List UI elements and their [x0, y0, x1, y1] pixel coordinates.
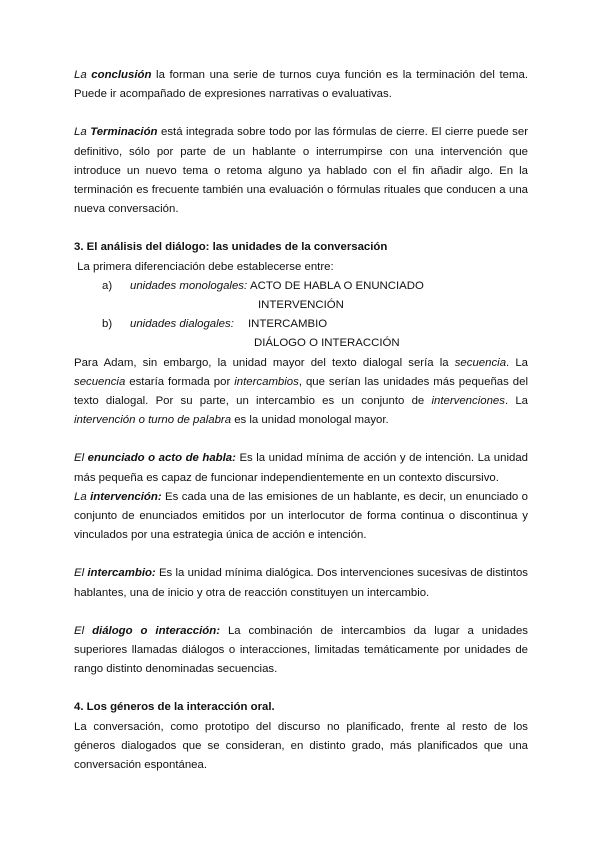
unit-row-b: [74, 315, 528, 334]
term-intervencion: intervención:: [90, 490, 162, 503]
article: La: [74, 126, 87, 139]
term-conclusion: conclusión: [91, 69, 152, 81]
term-enunciado: enunciado o acto de habla:: [87, 452, 236, 465]
definition-enunciado: El enunciado o acto de habla: Es la unidad mínima de acción y de intención. La unidad más pequeña es capaz de funcionar independientemente en un contexto discursivo.: [74, 452, 528, 484]
section-3-intro: La primera diferenciación debe establecerse entre:: [77, 260, 334, 273]
term-terminacion: Terminación: [90, 126, 158, 139]
paragraph-text: está integrada sobre todo por las fórmulas de cierre. El cierre puede ser definitivo, sólo por parte de un hablante o interrumpirse con una intervención que introduce un nuevo tema o retoma alguno ya hablado con el fin añadir algo. En la terminación es frecuente también una evaluación o fórmulas rituales que conducen a una nueva conversación.: [74, 126, 528, 216]
unit-row-a: [74, 277, 528, 296]
paragraph-adam: Para Adam, sin embargo, la unidad mayor del texto dialogal sería la secuencia. La secuencia estaría formada por intercambios, que serían las unidades más pequeñas del texto dialogal. Por su parte, un intercambio es un conjunto de intervenciones. La intervención o turno de palabra es la unidad monologal mayor.: [74, 356, 529, 427]
section-4-heading: 4. Los géneros de la interacción oral.: [74, 701, 275, 714]
unit-label: a): [102, 279, 113, 292]
unit-category: unidades monologales:: [130, 279, 248, 292]
article: La: [74, 69, 87, 81]
unit-row-b-2: [74, 334, 528, 353]
unit-label: b): [102, 318, 113, 331]
section-4-text: La conversación, como prototipo del discurso no planificado, frente al resto de los géneros dialogados que se consideran, en distinto grado, más planificados que una conversación espontánea.: [74, 720, 528, 772]
paragraph-conclusion: [74, 66, 528, 104]
paragraph-text: la forman una serie de turnos cuya función es la terminación del tema. Puede ir acompañado de expresiones narrativas o evaluativas.: [74, 69, 529, 101]
unit-row-a-2: [74, 296, 528, 315]
definition-intercambio: El intercambio: Es la unidad mínima dialógica. Dos intervenciones sucesivas de distintos hablantes, una de inicio y otra de reacción constituyen un intercambio.: [74, 567, 528, 599]
unit-item: INTERVENCIÓN: [258, 299, 344, 312]
unit-item: ACTO DE HABLA O ENUNCIADO: [250, 279, 424, 292]
document-page: [74, 66, 528, 775]
unit-category: unidades dialogales:: [130, 318, 234, 331]
section-3-heading: 3. El análisis del diálogo: las unidades de la conversación: [74, 241, 388, 254]
term-dialogo: diálogo o interacción:: [92, 624, 220, 637]
definition-dialogo: El diálogo o interacción: La combinación de intercambios da lugar a unidades superiores llamadas diálogos o interacciones, limitadas temáticamente por unidades de rango distinto denominadas secuencias.: [74, 624, 528, 676]
term-intercambio: intercambio:: [87, 567, 156, 580]
unit-item: DIÁLOGO O INTERACCIÓN: [254, 337, 400, 350]
definition-intervencion: La intervención: Es cada una de las emisiones de un hablante, es decir, un enunciado o conjunto de enunciados emitidos por un interlocutor de forma continua o discontinua y vinculados por una estrategia única de acción e intención.: [74, 490, 528, 542]
unit-item: INTERCAMBIO: [248, 318, 328, 331]
paragraph-terminacion: [74, 123, 528, 219]
